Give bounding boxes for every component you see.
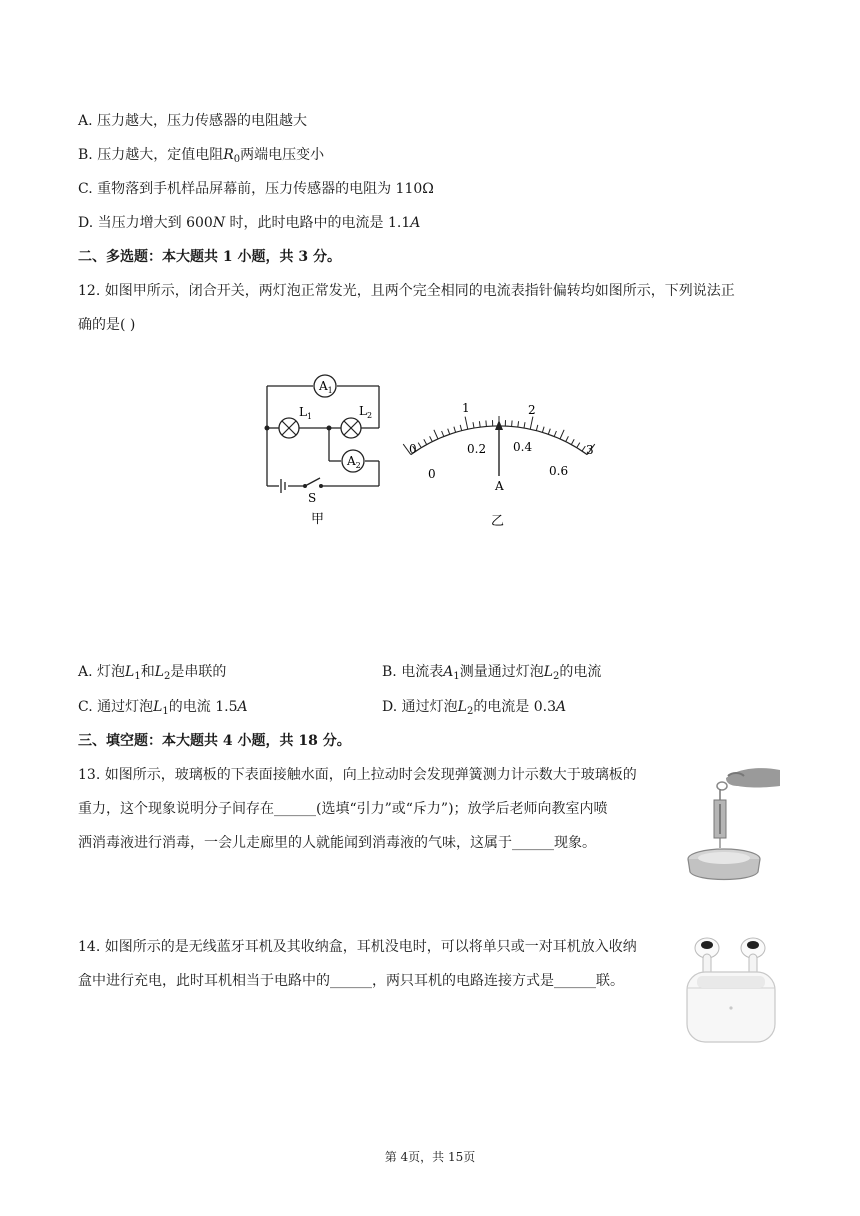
ammeter-pointer-tip (495, 420, 503, 430)
q12-option-d (382, 697, 566, 717)
ammeter-tick-mark (536, 425, 538, 431)
q12-option-c-sub: 1 (162, 706, 169, 717)
ammeter-tick-mark (571, 439, 574, 444)
ammeter-a1-label: $A_1$ (319, 379, 333, 395)
lamp-l1-label: $L_1$ (299, 405, 313, 421)
meter-bottom-tick-0: 0 (428, 467, 436, 481)
q14-line1: 14. 如图所示的是无线蓝牙耳机及其收纳盒，耳机没电时，可以将单只或一对耳机放入收纳 (78, 939, 637, 955)
q11-option-d-text2: 时，此时电路中的电流是 1.1 (225, 215, 411, 231)
meter-bottom-tick-3: 0.6 (549, 464, 569, 478)
q12-stem-line1: 12. 如图甲所示，闭合开关，两灯泡正常发光，且两个完全相同的电流表指针偏转均如图所示，下列说法正 (78, 283, 735, 299)
switch-label: S (308, 491, 317, 505)
ammeter-tick-mark (542, 427, 544, 433)
q12-option-b-text3: 的电流 (559, 664, 602, 680)
meter-bottom-tick-2: 0.4 (513, 440, 533, 454)
ammeter-tick-mark (442, 431, 444, 437)
ammeter-tick-mark (530, 417, 533, 430)
ammeter-tick-mark (577, 443, 580, 448)
q11-option-a: A. 压力越大，压力传感器的电阻越大 (78, 113, 308, 129)
ammeter-tick-mark (448, 429, 450, 435)
q12-option-d-text: D. 通过灯泡 (382, 699, 458, 715)
q12-option-a-text3: 是串联的 (170, 664, 227, 680)
q14-line2: 盒中进行充电，此时耳机相当于电路中的______，两只耳机的电路连接方式是______联。 (78, 973, 624, 989)
ammeter-tick-mark (430, 436, 433, 441)
q11-option-d-unit2: A (410, 215, 421, 231)
q13-line1: 13. 如图所示，玻璃板的下表面接触水面，向上拉动时会发现弹簧测力计示数大于玻璃板的 (78, 767, 637, 783)
q12-option-c-var: L (153, 699, 163, 715)
q12-option-b-var1: A (443, 664, 454, 680)
ammeter-tick-mark (465, 417, 468, 430)
meter-top-tick-1: 1 (462, 401, 470, 415)
q13-spring-scale-image (686, 764, 782, 886)
ammeter-tick-mark (424, 439, 427, 444)
q12-option-a-sub1: 1 (134, 671, 141, 682)
ammeter-tick-mark (582, 446, 585, 451)
ammeter-tick-mark (566, 436, 569, 441)
q12-option-c (78, 697, 248, 717)
ammeter-tick-mark (548, 429, 550, 435)
ammeter-tick-mark (434, 430, 438, 439)
section-3-heading: 三、填空题：本大题共 4 小题，共 18 分。 (78, 733, 351, 749)
ammeter-tick-mark (418, 443, 421, 448)
meter-top-tick-0: 0 (409, 442, 417, 456)
meter-top-tick-3: 3 (586, 443, 594, 457)
ammeter-tick-mark (554, 431, 556, 437)
q12-stem-line2: 确的是( ) (78, 317, 136, 333)
q11-option-b-text2: 两端电压变小 (240, 147, 325, 163)
q11-option-c: C. 重物落到手机样品屏幕前，压力传感器的电阻为 110Ω (78, 181, 434, 197)
q12-option-c-unit: A (237, 699, 248, 715)
q12-option-d-var: L (457, 699, 467, 715)
q12-option-d-sub: 2 (466, 706, 474, 717)
ammeter-a2-label: $A_2$ (347, 454, 361, 470)
q12-option-a-var1: L (125, 664, 135, 680)
meter-bottom-tick-1: 0.2 (467, 442, 487, 456)
section-2-heading: 二、多选题：本大题共 1 小题，共 3 分。 (78, 249, 341, 265)
ammeter-tick-mark (473, 422, 474, 428)
q11-option-b (78, 145, 324, 165)
lamp-l2-label: $L_2$ (359, 404, 373, 420)
ammeter-tick-mark (460, 425, 462, 431)
meter-unit-label: A (495, 479, 504, 493)
q13-line3: 洒消毒液进行消毒，一会儿走廊里的人就能闻到消毒液的气味，这属于______现象。 (78, 835, 596, 851)
q11-option-b-text: B. 压力越大，定值电阻 (78, 147, 224, 163)
q12-option-a-var2: L (154, 664, 164, 680)
ammeter-tick-mark (486, 421, 487, 427)
ammeter-tick-mark (479, 421, 480, 427)
q11-option-d-unit1: N (212, 215, 226, 231)
ammeter-tick-mark (454, 427, 456, 433)
q11-option-b-var: R (223, 147, 234, 163)
ammeter-tick-mark (524, 422, 525, 428)
q11-option-b-sub: 0 (233, 154, 241, 165)
ammeter-tick-mark (560, 430, 564, 439)
q11-option-d-text: D. 当压力增大到 600 (78, 215, 213, 231)
ammeter-tick-mark (518, 421, 519, 427)
q12-option-b-sub1: 1 (453, 671, 460, 682)
q12-option-a-text: A. 灯泡 (78, 664, 126, 680)
q12-option-c-text2: 的电流 1.5 (168, 699, 238, 715)
q12-option-a-sub2: 2 (163, 671, 171, 682)
q12-option-c-text: C. 通过灯泡 (78, 699, 154, 715)
q12-option-b-sub2: 2 (553, 671, 560, 682)
q14-earbuds-case-image (683, 932, 779, 1046)
q13-line2: 重力，这个现象说明分子间存在______(选填“引力”或“斥力”)；放学后老师向教室内喷 (78, 801, 608, 817)
q11-option-d (78, 213, 420, 233)
q12-figure (255, 368, 615, 538)
q12-option-b-text2: 测量通过灯泡 (459, 664, 544, 680)
q12-option-b-text: B. 电流表 (382, 664, 444, 680)
meter-top-tick-2: 2 (528, 403, 536, 417)
q12-option-a-text2: 和 (140, 664, 155, 680)
q12-option-a (78, 662, 226, 682)
q12-option-d-text2: 的电流是 0.3 (473, 699, 557, 715)
q12-option-b (382, 662, 601, 682)
q12-option-b-var2: L (543, 664, 553, 680)
caption-jia: 甲 (311, 512, 325, 527)
q12-option-d-unit: A (556, 699, 567, 715)
page-number: 第 4页，共 15页 (384, 1150, 476, 1164)
caption-yi: 乙 (491, 514, 505, 529)
